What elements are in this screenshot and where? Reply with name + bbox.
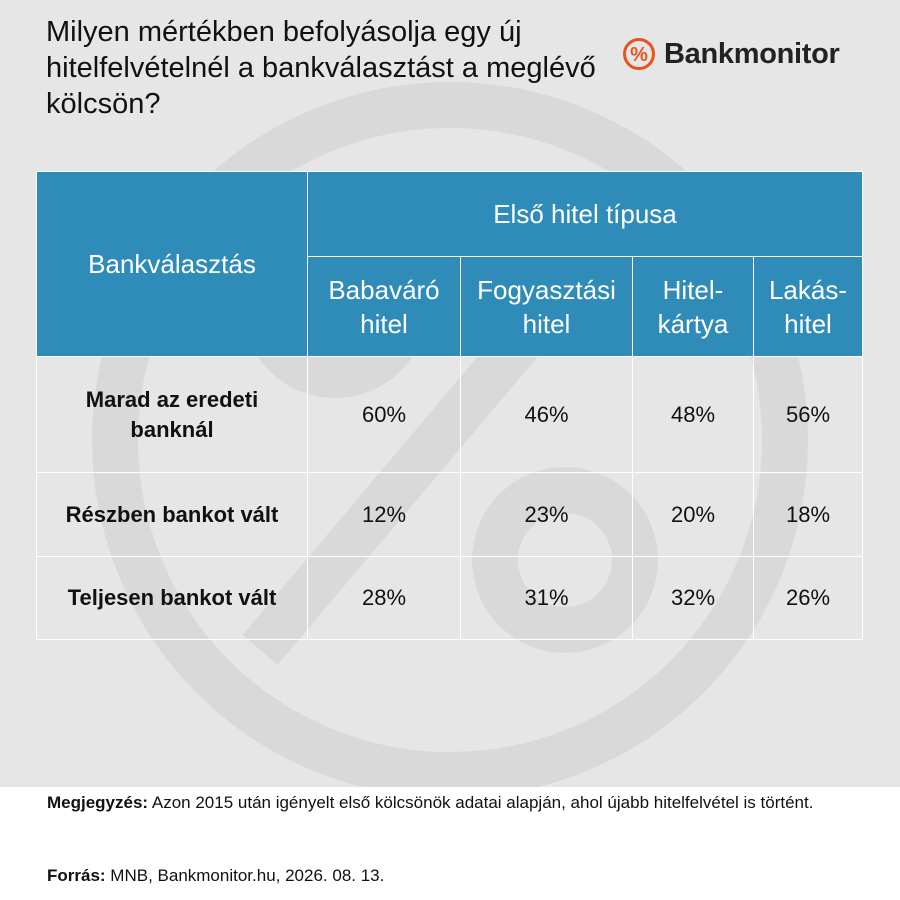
source-label: Forrás: <box>47 866 106 885</box>
footnote-text: Azon 2015 után igényelt első kölcsönök adatai alapján, ahol újabb hitelfelvétel is történt. <box>148 793 814 812</box>
percent-logo-icon <box>622 37 656 71</box>
brand-name: Bankmonitor <box>664 37 840 70</box>
row-label: Részben bankot vált <box>37 473 308 557</box>
table-row <box>37 357 863 473</box>
row-label: Teljesen bankot vált <box>37 557 308 640</box>
chart-title: Milyen mértékben befolyásolja egy új hitelfelvételnél a bankválasztást a meglévő kölcsön? <box>46 16 596 120</box>
svg-text:%: % <box>630 44 648 66</box>
source-line <box>47 865 384 887</box>
footnote <box>47 792 867 814</box>
column-header: Lakás- hitel <box>754 257 863 357</box>
data-table <box>36 171 863 640</box>
table-cell: 26% <box>754 557 863 640</box>
source-text: MNB, Bankmonitor.hu, 2026. 08. 13. <box>105 866 385 885</box>
table-cell: 23% <box>461 473 633 557</box>
column-header: Babaváró hitel <box>308 257 461 357</box>
table-cell: 60% <box>308 357 461 473</box>
table-cell: 32% <box>633 557 754 640</box>
table-cell: 48% <box>633 357 754 473</box>
group-header: Első hitel típusa <box>308 172 863 257</box>
table-cell: 18% <box>754 473 863 557</box>
column-header: Fogyasztási hitel <box>461 257 633 357</box>
table-cell: 20% <box>633 473 754 557</box>
row-label: Marad az eredeti banknál <box>37 357 308 473</box>
table-cell: 12% <box>308 473 461 557</box>
table-cell: 28% <box>308 557 461 640</box>
table-row <box>37 557 863 640</box>
table-cell: 31% <box>461 557 633 640</box>
footnote-label: Megjegyzés: <box>47 793 149 812</box>
brand-logo <box>622 36 840 72</box>
row-header-label: Bankválasztás <box>37 172 308 357</box>
column-header: Hitel- kártya <box>633 257 754 357</box>
table-cell: 56% <box>754 357 863 473</box>
table-row <box>37 473 863 557</box>
table-cell: 46% <box>461 357 633 473</box>
